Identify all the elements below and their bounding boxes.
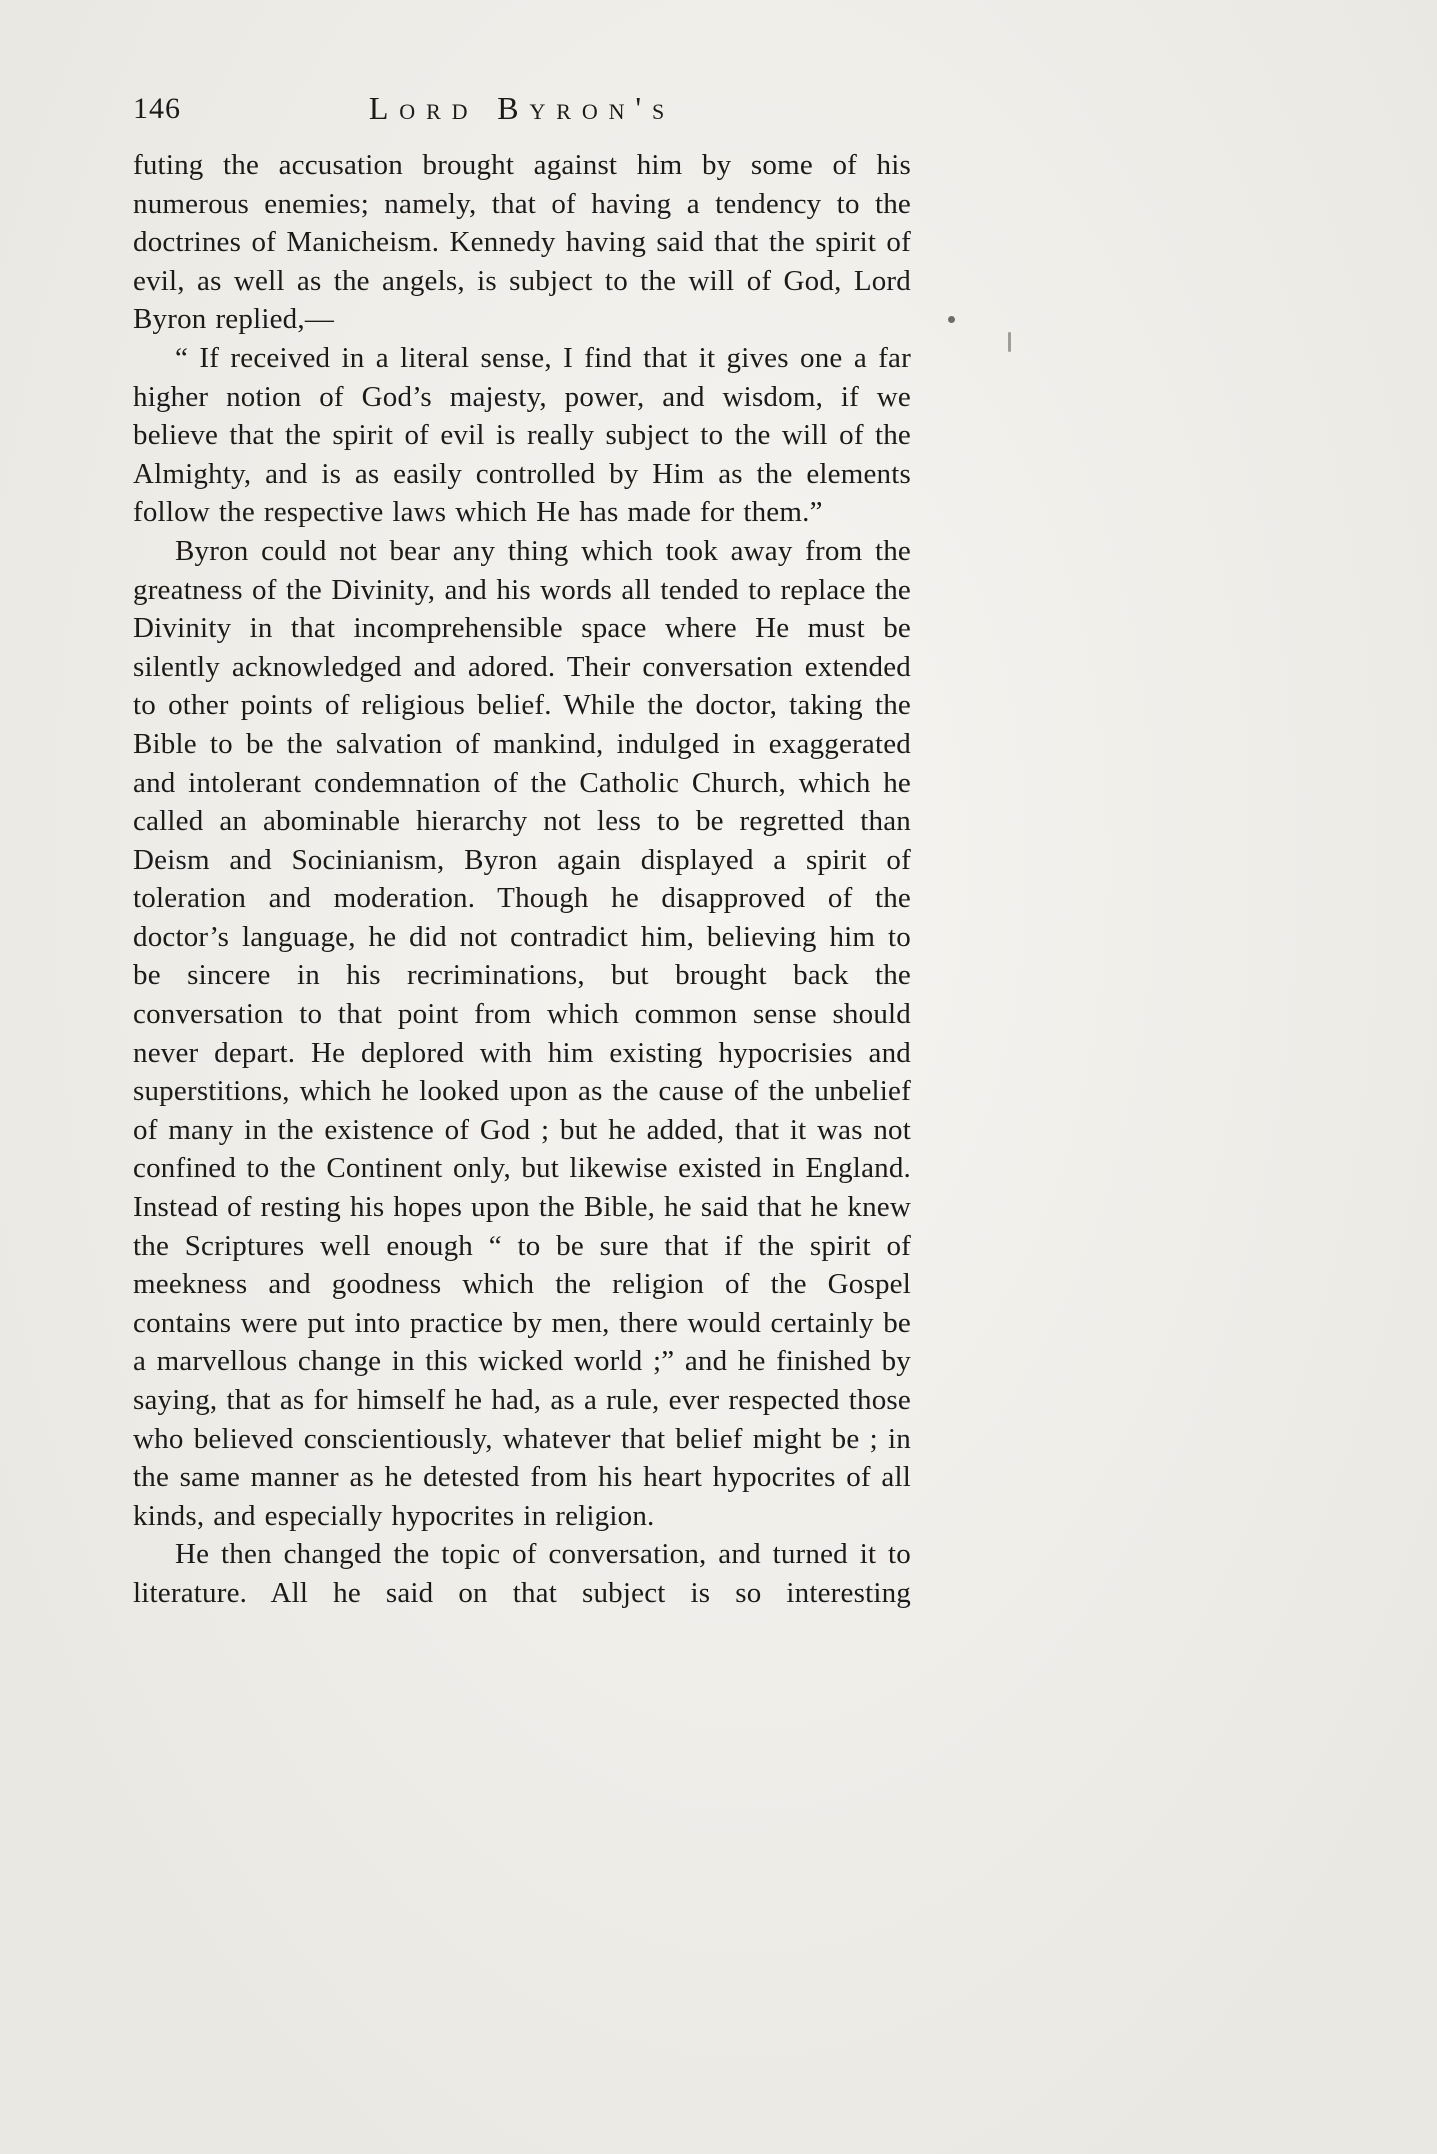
- page-header: [133, 90, 911, 132]
- running-title: Lord Byron's: [368, 90, 676, 126]
- paragraph-3: Byron could not bear any thing which took away from the greatness of the Divinity, and his words all tended to replace the Divinity in that incomprehensible space where He must be silently acknowledged and adored. Their conversation extended to other points of religious belief. While the doctor, taking the Bible to be the salvation of mankind, indulged in exaggerated and intolerant condemnation of the Catholic Church, which he called an abominable hierarchy not less to be regretted than Deism and Socinianism, Byron again displayed a spirit of toleration and moderation. Though he disapproved of the doctor’s language, he did not contradict him, believing him to be sincere in his recriminations, but brought back the conversation to that point from which common sense should never depart. He deplored with him existing hypocrisies and superstitions, which he looked upon as the cause of the unbelief of many in the existence of God ; but he added, that it was not confined to the Continent only, but likewise existed in England. Instead of resting his hopes upon the Bible, he said that he knew the Scriptures well enough “ to be sure that if the spirit of meekness and goodness which the religion of the Gospel contains were put into practice by men, there would certainly be a marvellous change in this wicked world ;” and he finished by saying, that as for himself he had, as a rule, ever respected those who believed conscientiously, whatever that belief might be ; in the same manner as he detested from his heart hypocrites of all kinds, and especially hypocrites in religion.: [133, 534, 911, 1532]
- page-number: 146: [133, 92, 181, 125]
- scan-speck: [1008, 332, 1011, 352]
- scan-speck: [948, 316, 955, 323]
- paragraph-1: futing the accusation brought against him by some of his numerous enemies; namely, that of having a tendency to the doctrines of Manicheism. Kennedy having said that the spirit of evil, as well as the angels, is subject to the will of God, Lord Byron replied,—: [133, 149, 911, 336]
- paragraph-4: He then changed the topic of conversation, and turned it to literature. All he said on that subject is so interesting: [133, 1538, 911, 1609]
- paragraph-2: “ If received in a literal sense, I find that it gives one a far higher notion of God’s majesty, power, and wisdom, if we believe that the spirit of evil is really subject to the will of the Almighty, and is as easily controlled by Him as the elements follow the respective laws which He has made for them.”: [133, 341, 911, 529]
- body-text: [133, 146, 911, 1613]
